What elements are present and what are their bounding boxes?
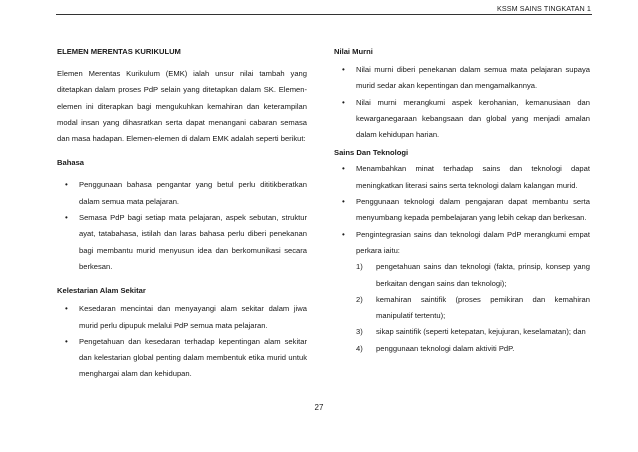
section-heading-nilai: Nilai Murni (334, 47, 373, 56)
right-column (334, 46, 590, 357)
list-item: • Pengetahuan dan kesedaran terhadap kepentingan alam sekitar dan kelestarian global penting dalam membentuk etika murid untuk menghargai alam dan kehidupan. (57, 334, 307, 383)
bullet-icon: • (342, 97, 345, 107)
list-item: • Nilai murni merangkumi aspek kerohanian, kemanusiaan dan kewarganegaraan kebangsaan dan global yang menjadi amalan dalam kehidupan harian. (334, 95, 590, 144)
left-column (57, 46, 307, 383)
section-heading-emk: ELEMEN MERENTAS KURIKULUM (57, 47, 181, 56)
list-item: • Pengintegrasian sains dan teknologi dalam PdP merangkumi empat perkara iaitu: 1) pengetahuan sains dan teknologi (fakta, prinsip, konsep yang berkaitan dengan sains dan teknologi); 2) kemahiran saintifik (proses pemikiran dan kemahiran manipulatif tertentu); 3) sikap saintifik (seperti ketepatan, kejujuran, keselamatan); dan 4) penggunaan teknologi dalam aktiviti PdP. (334, 227, 590, 357)
bullet-icon: • (65, 336, 68, 346)
numbered-item: 3) sikap saintifik (seperti ketepatan, kejujuran, keselamatan); dan (356, 327, 586, 337)
section-heading-kelestarian: Kelestarian Alam Sekitar (57, 286, 146, 296)
sains-list (334, 161, 590, 357)
kelestarian-list (57, 301, 307, 382)
bahasa-list (57, 177, 307, 275)
list-item: • Menambahkan minat terhadap sains dan teknologi dapat meningkatkan literasi sains serta teknologi dalam kalangan murid. (334, 161, 590, 194)
numbered-item: 4) penggunaan teknologi dalam aktiviti PdP. (356, 343, 515, 353)
nilai-list (334, 62, 590, 143)
bullet-icon: • (65, 180, 68, 190)
bullet-icon: • (65, 304, 68, 314)
list-item: • Semasa PdP bagi setiap mata pelajaran, aspek sebutan, struktur ayat, tatabahasa, istilah dan laras bahasa perlu diberi penekanan bagi membantu murid menyusun idea dan berkomunikasi secara berkesan. (57, 210, 307, 275)
page-number: 27 (314, 403, 324, 412)
emk-intro-paragraph: Elemen Merentas Kurikulum (EMK) ialah unsur nilai tambah yang ditetapkan dalam proses PdP selain yang ditetapkan dalam SK. Elemen-elemen ini diterapkan bagi mengukuhkan kemahiran dan keterampilan modal insan yang dihasratkan serta dapat menangani cabaran semasa dan masa hadapan. Elemen-elemen di dalam EMK adalah seperti berikut: (57, 69, 307, 144)
running-header: KSSM SAINS TINGKATAN 1 (496, 4, 591, 13)
numbered-list (356, 259, 590, 357)
section-heading-sains: Sains Dan Teknologi (334, 148, 409, 158)
section-heading-bahasa: Bahasa (57, 158, 85, 168)
list-item: • Penggunaan teknologi dalam pengajaran dapat membantu serta menyumbang kepada pembelajaran yang lebih cekap dan berkesan. (334, 194, 590, 227)
bullet-icon: • (65, 213, 68, 223)
bullet-icon: • (342, 164, 345, 174)
list-item: • Nilai murni diberi penekanan dalam semua mata pelajaran supaya murid sedar akan kepentingan dan mengamalkannya. (334, 62, 590, 95)
numbered-item: 1) pengetahuan sains dan teknologi (fakta, prinsip, konsep yang berkaitan dengan sains dan teknologi); (356, 262, 590, 288)
list-item: • Penggunaan bahasa pengantar yang betul perlu dititikberatkan dalam semua mata pelajaran. (57, 177, 307, 210)
bullet-icon: • (342, 65, 345, 74)
list-item: • Kesedaran mencintai dan menyayangi alam sekitar dalam jiwa murid perlu dipupuk melalui PdP semua mata pelajaran. (57, 301, 307, 334)
bullet-icon: • (342, 229, 345, 239)
bullet-icon: • (342, 197, 345, 207)
header-rule (56, 14, 592, 15)
numbered-item: 2) kemahiran saintifik (proses pemikiran dan kemahiran manipulatif tertentu); (356, 294, 590, 321)
